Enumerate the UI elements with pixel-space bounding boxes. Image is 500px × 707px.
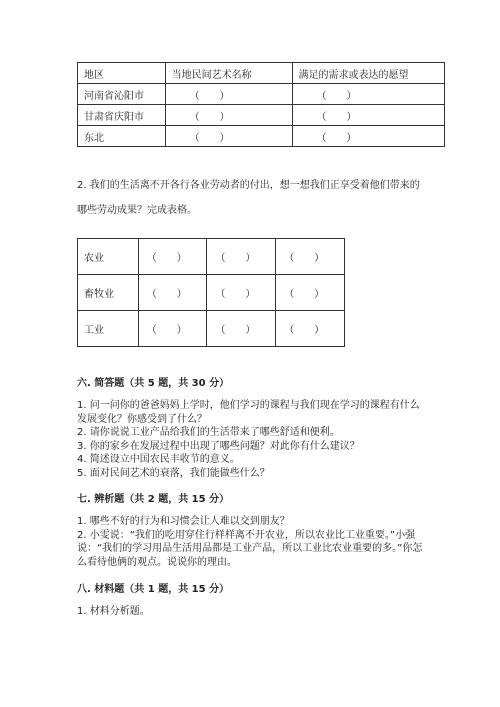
header-region: 地区 [78, 63, 166, 84]
table-row [78, 275, 345, 311]
answer-blank[interactable]: （ ） [207, 239, 276, 275]
section-6-list [77, 399, 427, 480]
list-item: 4. 简述设立中国农民丰收节的意义。 [77, 454, 240, 465]
list-item: 1. 材料分析题。 [77, 606, 150, 617]
question-2-line-2: 哪些劳动成果？完成表格。 [77, 205, 197, 216]
region-cell: 甘肃省庆阳市 [78, 105, 166, 126]
list-item: 3. 你的家乡在发展过程中出现了哪些问题？对此你有什么建议？ [77, 440, 360, 452]
list-item: 2. 小雯说：“我们的吃用穿住行样样离不开农业，所以农业比工业重要。”小强说：“我们的学习用品生活用品都是工业产品，所以工业比农业重要的多。”你怎么看待他俩的观点。说说你的理由。 [77, 529, 423, 568]
region-cell: 河南省沁阳市 [78, 84, 166, 105]
table-row [78, 84, 445, 105]
table-row [78, 105, 445, 126]
answer-blank[interactable]: （ ） [138, 275, 207, 311]
folk-art-table [77, 62, 445, 147]
answer-blank[interactable]: （ ） [138, 311, 207, 347]
header-wish: 满足的需求或表达的愿望 [292, 63, 444, 84]
answer-blank[interactable]: （ ） [292, 126, 444, 147]
answer-blank[interactable]: （ ） [165, 105, 292, 126]
answer-blank[interactable]: （ ） [276, 275, 345, 311]
labor-results-table [77, 238, 345, 347]
section-8-heading: 八. 材料题（共 1 题，共 15 分） [77, 584, 230, 595]
sector-cell: 畜牧业 [78, 275, 139, 311]
region-cell: 东北 [78, 126, 166, 147]
answer-blank[interactable]: （ ） [292, 105, 444, 126]
sector-cell: 工业 [78, 311, 139, 347]
answer-blank[interactable]: （ ） [276, 239, 345, 275]
section-6-heading: 六. 简答题（共 5 题，共 30 分） [77, 378, 230, 389]
header-art-name: 当地民间艺术名称 [165, 63, 292, 84]
answer-blank[interactable]: （ ） [292, 84, 444, 105]
section-7-list [77, 515, 427, 569]
answer-blank[interactable]: （ ） [276, 311, 345, 347]
section-8-list [77, 605, 427, 619]
list-item: 2. 请你说说工业产品给我们的生活带来了哪些舒适和便利。 [77, 427, 340, 438]
answer-blank[interactable]: （ ） [165, 84, 292, 105]
list-item: 1. 哪些不好的行为和习惯会让人难以交到朋友？ [77, 516, 290, 527]
section-7-heading: 七. 辨析题（共 2 题，共 15 分） [77, 494, 230, 505]
question-2-line-1: 2. 我们的生活离不开各行各业劳动者的付出，想一想我们正享受着他们带来的 [77, 180, 420, 191]
list-item: 5. 面对民间艺术的衰落，我们能做些什么？ [77, 467, 270, 479]
answer-blank[interactable]: （ ） [138, 239, 207, 275]
sector-cell: 农业 [78, 239, 139, 275]
answer-blank[interactable]: （ ） [207, 275, 276, 311]
table-row [78, 311, 345, 347]
table-row [78, 126, 445, 147]
answer-blank[interactable]: （ ） [207, 311, 276, 347]
table-row [78, 239, 345, 275]
table-header-row [78, 63, 445, 84]
list-item: 1. 问一问你的爸爸妈妈上学时，他们学习的课程与我们现在学习的课程有什么发展变化？你感受到了什么？ [77, 400, 420, 425]
answer-blank[interactable]: （ ） [165, 126, 292, 147]
